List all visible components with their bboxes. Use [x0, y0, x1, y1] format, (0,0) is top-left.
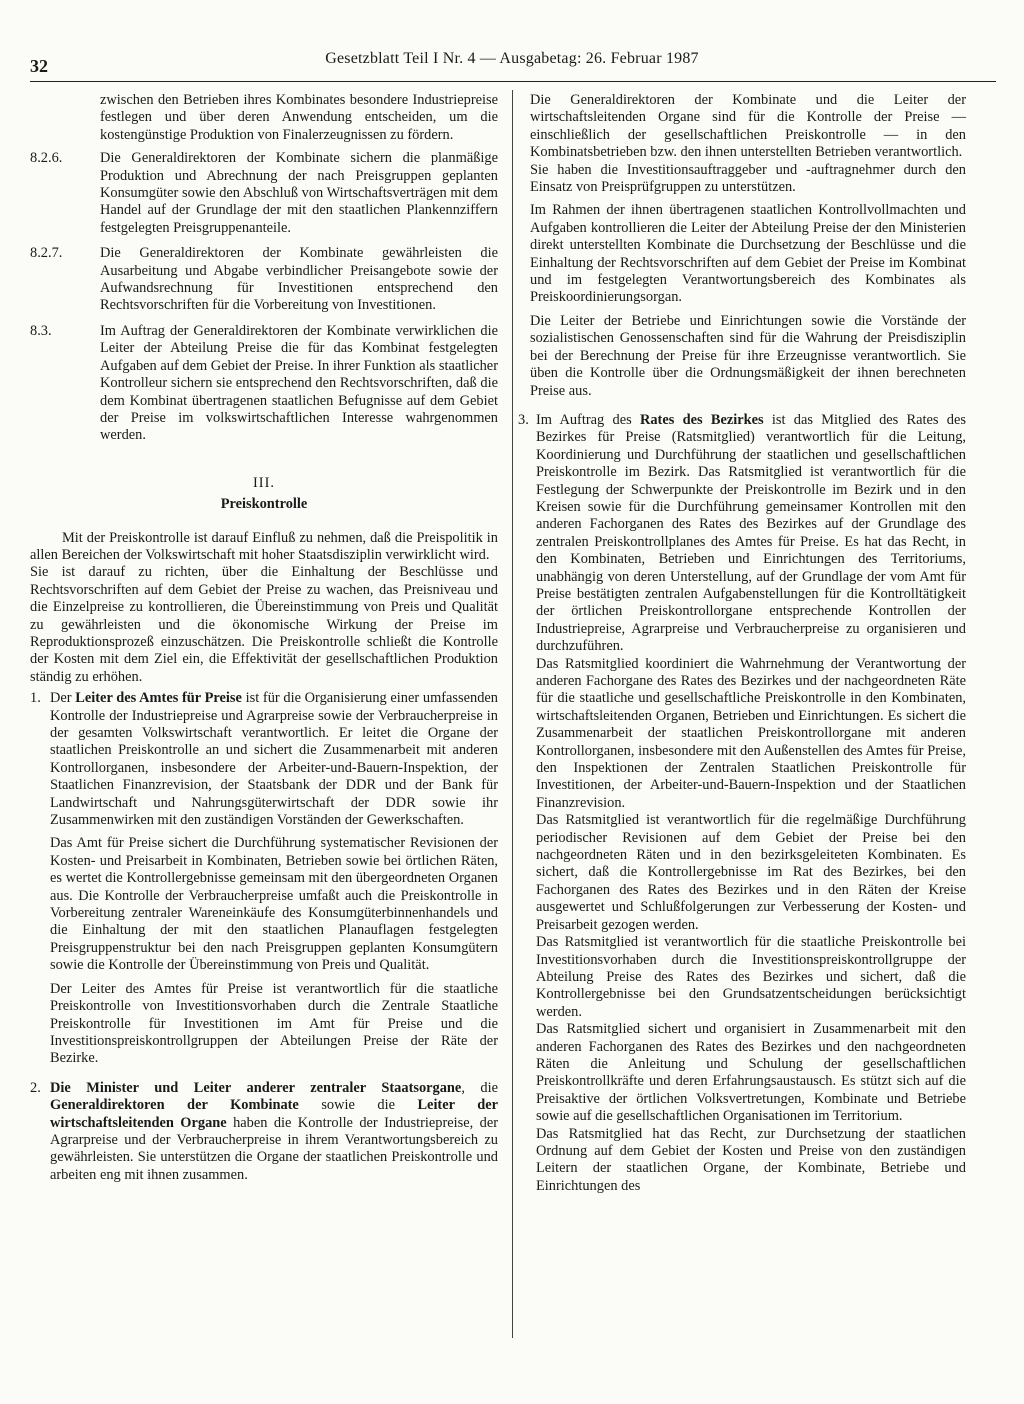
point-3-paragraph-6: Das Ratsmitglied hat das Recht, zur Durchsetzung der staatlichen Ordnung auf dem Gebiet der Kosten und Preise von den zuständigen Leitern der staatlichen Organe, der Kombinate, Betriebe und Einrichtungen des [536, 1125, 966, 1194]
right-column [518, 92, 966, 1203]
section-number: III. [253, 474, 275, 491]
bold-term: Rates des Bezirkes [639, 411, 764, 428]
item-text: Die Generaldirektoren der Kombinate gewährleisten die Ausarbeitung und Abgabe verbindlicher Preisangebote sowie der Aufwandsrechnung für Investitionen entsprechend den Rechtsvorschriften für die Vorbereitung von Investitionen. [100, 245, 498, 314]
point-number: 1. [30, 690, 41, 707]
point-number: 3. [518, 411, 529, 428]
item-text: Im Auftrag der Generaldirektoren der Kombinate verwirklichen die Leiter der Abteilung Preise die für das Kombinat festgelegten Aufgaben auf dem Gebiet der Preise. In ihrer Funktion als staatlicher Kontrolleur sichern sie entsprechend den Rechtsvorschriften, daß die dem Kombinat übertragenen staatlichen Befugnisse auf dem Gebiet der Preise im volkswirtschaftlichen Interesse wahrgenommen werden. [100, 322, 498, 444]
item-number: 8.2.7. [30, 245, 63, 262]
point-1-paragraph-1: Der Leiter des Amtes für Preise ist für die Organisierung einer umfassenden Kontrolle der Industriepreise und Agrarpreise sowie der Verbraucherpreise in der gesamten Volkswirtschaft verantwortlich. Er leitet die Organe der staatlichen Preiskontrolle an und sichert die Zusammenarbeit mit anderen Kontrollorganen, insbesondere der Arbeiter-und-Bauern-Inspektion, der Staatlichen Finanzrevision, der Staatsbank der DDR und der Bank für Landwirtschaft und Nahrungsgüterwirtschaft der DDR sowie ihr Zusammenwirken mit den zuständigen Vorständen der Gewerkschaften. [50, 690, 498, 829]
point-3-paragraph-5: Das Ratsmitglied sichert und organisiert in Zusammenarbeit mit den anderen Fachorganen des Rates des Bezirkes und den nachgeordneten Räten die Anleitung und Schulung der gesellschaftlichen Preiskontrollkräfte und deren Erfahrungsaustausch. Es stützt sich auf die Preisaktive der örtlichen Volksvertretungen, Kombinate und Betriebe sowie auf die gesellschaftlichen Organisationen im Territorium. [536, 1021, 966, 1125]
point-number: 2. [30, 1079, 41, 1096]
intro-paragraph-1: Mit der Preiskontrolle ist darauf Einfluß zu nehmen, daß die Preispolitik in allen Bereichen der Volkswirtschaft mit hoher Staatsdisziplin verwirklicht wird. [30, 529, 498, 563]
header-rule [30, 81, 996, 82]
right-paragraph-2: Sie haben die Investitionsauftraggeber und -auftragnehmer durch den Einsatz von Preisprüfgruppen zu unterstützen. [530, 161, 966, 196]
intro-paragraph-2: Sie ist darauf zu richten, über die Einhaltung der Beschlüsse und Rechtsvorschriften auf dem Gebiet der Preise zu wachen, das Preisniveau und die Einzelpreise zu kontrollieren, die Übereinstimmung von Preis und Qualität zu gewährleisten und die ökonomische Wirkung der Preise im Reproduktionsprozeß einzuschätzen. Die Preiskontrolle schließt die Kontrolle der Kosten mit dem Ziel ein, die Effektivität der gesellschaftlichen Produktion ständig zu erhöhen. [30, 564, 498, 685]
right-paragraph-3: Im Rahmen der ihnen übertragenen staatlichen Kontrollvollmachten und Aufgaben kontrollieren die Leiter der Abteilung Preise der den Ministerien direkt unterstellten Kombinate die Durchsetzung der Beschlüsse und die Einhaltung der Rechtsvorschriften auf dem Gebiet der Preise im Kombinat und im festgelegten Verantwortungsbereich des Kombinates als Preiskoordinierungsorgan. [530, 202, 966, 306]
bold-term: Leiter der wirtschaftsleitenden Organe [50, 1097, 499, 1131]
point-2-paragraph: Die Minister und Leiter anderer zentraler Staatsorgane, die Generaldirektoren der Kombinate sowie die Leiter der wirtschaftsleitenden Organe haben die Kontrolle der Industriepreise, der Agrarpreise und der Verbraucherpreise in ihrem Verantwortungsbereich zu gewährleisten. Sie unterstützen die Organe der staatlichen Preiskontrolle und arbeiten eng mit ihnen zusammen. [50, 1079, 499, 1183]
point-2 [30, 1080, 498, 1190]
bold-term: Generaldirektoren der Kombinate [50, 1097, 299, 1114]
column-separator [512, 90, 513, 1338]
item-8-3 [30, 323, 498, 445]
item-text: Die Generaldirektoren der Kombinate sichern die planmäßige Produktion und Abrechnung der nach Preisgruppen geplanten Konsumgüter sowie den Abschluß von Wirtschaftsverträgen mit dem Handel auf der Grundlage der mit den staatlichen Plankennziffern festgelegten Preisgruppenanteile. [100, 150, 498, 236]
continuation-paragraph: zwischen den Betrieben ihres Kombinates besondere Industriepreise festlegen und über deren Anwendung entscheiden, um die kostengünstige Produktion von Finalerzeugnissen zu fördern. [100, 92, 498, 143]
point-1-paragraph-2: Das Amt für Preise sichert die Durchführung systematischer Revisionen der Kosten- und Preisarbeit in Kombinaten, Betrieben sowie bei örtlichen Räten, es wertet die Kontrollergebnisse gemeinsam mit den übergeordneten Organen aus. Die Kontrolle der Verbraucherpreise umfaßt auch die Preiskontrolle in Vorbereitung zentraler Wareneinkäufe des Konsumgüterbinnenhandels und die Einhaltung der mit den staatlichen Planauflagen festgelegten Preisgruppenstruktur bei den nach Preisgruppen geplanten Konsumgütern sowie die Kontrolle der Übereinstimmung von Preis und Qualität. [50, 835, 498, 974]
point-1-paragraph-3: Der Leiter des Amtes für Preise ist verantwortlich für die staatliche Preiskontrolle von Investitionsvorhaben durch die Zentrale Staatliche Preiskontrolle für Investitionen im Amt für Preise und die Investitionspreiskontrollgruppen der Abteilungen Preise der Räte der Bezirke. [50, 980, 498, 1067]
point-1 [30, 690, 498, 1074]
bold-term: Leiter des Amtes für Preise [75, 690, 242, 707]
left-column [30, 92, 498, 1196]
right-paragraph-1: Die Generaldirektoren der Kombinate und die Leiter der wirtschaftsleitenden Organe sind für die Kontrolle der Preise — einschließlich der gesellschaftlichen Preiskontrolle — in den Kombinatsbetrieben bzw. den ihnen unterstellten Betrieben verantwortlich. [530, 92, 966, 161]
point-3-paragraph-4: Das Ratsmitglied ist verantwortlich für die staatliche Preiskontrolle bei Investitionsvorhaben durch die Investitionspreiskontrollgruppe der Abteilung Preise des Rates des Bezirkes und sichert, daß die Kontrollergebnisse bei den Grundsatzentscheidungen berücksichtigt werden. [536, 934, 966, 1020]
item-number: 8.2.6. [30, 150, 63, 167]
point-3-paragraph-1: Im Auftrag des Rates des Bezirkes ist das Mitglied des Rates des Bezirkes für Preise (Ratsmitglied) verantwortlich für die Leitung, Koordinierung und Durchführung der staatlichen und gesellschaftlichen Preiskontrolle im Bezirk. Das Ratsmitglied ist verantwortlich für die Festlegung der Schwerpunkte der Preiskontrolle im Bezirk und in den Kreisen sowie für die Durchführung gemeinsamer Kontrollen mit den anderen Fachorganen des Rates des Bezirkes auf der Grundlage des zentralen Preiskontrollplanes des Amtes für Preise. Es hat das Recht, in den Kombinaten, Betrieben und Einrichtungen des Territoriums, unabhängig von deren Unterstellung, auf der Grundlage der vom Amt für Preise bestätigten zentralen Aufgabenstellungen für die Kontrolltätigkeit der örtlichen Preiskontrollorgane entsprechende Kontrollen der Industriepreise, Agrarpreise und Verbraucherpreise zu organisieren und durchzuführen. [536, 411, 966, 655]
point-3-paragraph-3: Das Ratsmitglied ist verantwortlich für die regelmäßige Durchführung periodischer Revisionen auf dem Gebiet der Preise bei den nachgeordneten Räten und in den bezirksgeleiteten Kombinaten. Es sichert, daß die Kontrollergebnisse im Rat des Bezirkes, bei den Fachorganen des Rates des Bezirkes und in den Räten der Kreise ausgewertet und Schlußfolgerungen zur Verbesserung der Kosten- und Preisarbeit gezogen werden. [536, 812, 966, 933]
running-head: Gesetzblatt Teil I Nr. 4 — Ausgabetag: 26. Februar 1987 [325, 50, 699, 67]
right-paragraph-4: Die Leiter der Betriebe und Einrichtungen sowie die Vorstände der sozialistischen Genossenschaften sind für die Wahrung der Preisdisziplin bei der Berechnung der Preise für ihre Erzeugnisse verantwortlich. Sie üben die Kontrolle über die Ordnungsmäßigkeit der ihnen berechneten Preise aus. [530, 312, 966, 399]
section-title: Preiskontrolle [220, 496, 308, 513]
item-8-2-6 [30, 150, 498, 237]
item-number: 8.3. [30, 322, 52, 339]
bold-term: Die Minister und Leiter anderer zentraler Staatsorgane [50, 1079, 462, 1096]
point-3 [518, 412, 966, 1195]
point-3-paragraph-2: Das Ratsmitglied koordiniert die Wahrnehmung der Verantwortung der anderen Fachorgane des Rates des Bezirkes und der nachgeordneten Räte für die staatliche und gesellschaftliche Preiskontrolle in den Kombinaten, wirtschaftsleitenden Organen, Betrieben und Einrichtungen. Es sichert die Zusammenarbeit der staatlichen Preiskontrollorgane mit anderen Kontrollorganen, insbesondere mit den Außenstellen des Amtes für Preise, den Inspektionen der Zentralen Staatlichen Preiskontrolle für Investitionen, der Arbeiter-und-Bauern-Inspektion und der Staatlichen Finanzrevision. [536, 655, 966, 811]
item-8-2-7 [30, 245, 498, 315]
page-number: 32 [30, 56, 48, 76]
